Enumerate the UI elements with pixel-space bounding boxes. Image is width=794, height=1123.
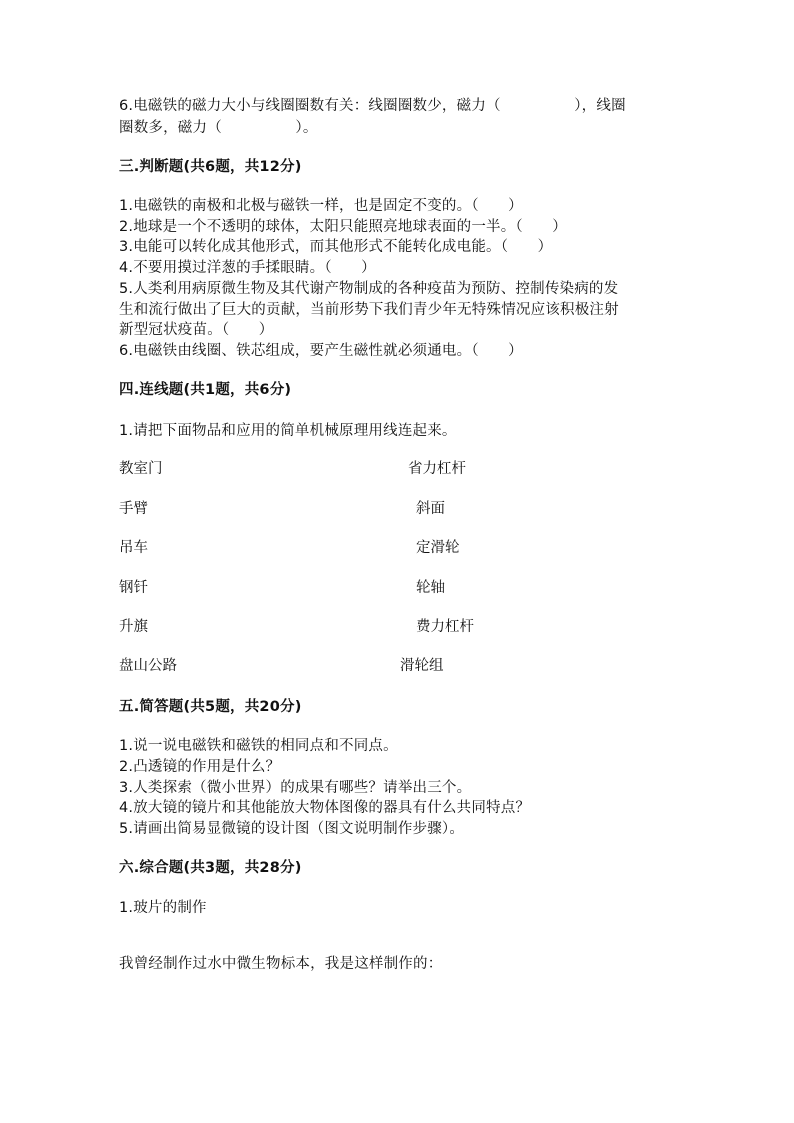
- section5-item-2: 2.凸透镜的作用是什么？: [119, 759, 281, 775]
- section3-item-1: 1.电磁铁的南极和北极与磁铁一样，也是固定不变的。（ ）: [119, 198, 523, 214]
- match-right-4: 轮轴: [416, 580, 445, 596]
- match-left-3: 吊车: [119, 540, 148, 556]
- match-left-6: 盘山公路: [119, 658, 177, 674]
- match-right-6: 滑轮组: [400, 658, 444, 674]
- match-right-2: 斜面: [416, 501, 445, 517]
- match-left-5: 升旗: [119, 619, 148, 635]
- match-left-2: 手臂: [119, 501, 148, 517]
- section6-title: 六.综合题(共3题，共28分): [119, 860, 302, 876]
- section3-item-6: 6.电磁铁由线圈、铁芯组成，要产生磁性就必须通电。（ ）: [119, 343, 523, 359]
- section6-question: 1.玻片的制作: [119, 900, 207, 916]
- match-right-5: 费力杠杆: [416, 619, 474, 635]
- match-left-4: 钢钎: [119, 580, 148, 596]
- section3-item-4: 4.不要用摸过洋葱的手揉眼睛。（ ）: [119, 260, 376, 276]
- section3-item-3: 3.电能可以转化成其他形式，而其他形式不能转化成电能。（ ）: [119, 239, 553, 255]
- section6-text: 我曾经制作过水中微生物标本，我是这样制作的：: [119, 956, 443, 972]
- section3-item-5b: 生和流行做出了巨大的贡献，当前形势下我们青少年无特殊情况应该积极注射: [119, 302, 619, 318]
- section5-item-1: 1.说一说电磁铁和磁铁的相同点和不同点。: [119, 738, 398, 754]
- section5-item-4: 4.放大镜的镜片和其他能放大物体图像的器具有什么共同特点？: [119, 800, 531, 816]
- section4-title: 四.连线题(共1题，共6分): [119, 382, 292, 398]
- section3-item-5a: 5.人类利用病原微生物及其代谢产物制成的各种疫苗为预防、控制传染病的发: [119, 281, 619, 297]
- section4-question: 1.请把下面物品和应用的简单机械原理用线连起来。: [119, 423, 457, 439]
- section3-title: 三.判断题(共6题，共12分): [119, 159, 302, 175]
- q6-fill-line1: 6.电磁铁的磁力大小与线圈圈数有关：线圈圈数少，磁力（ ），线圈: [119, 98, 626, 114]
- section5-item-3: 3.人类探索（微小世界）的成果有哪些？请举出三个。: [119, 780, 472, 796]
- match-right-1: 省力杠杆: [408, 461, 466, 477]
- match-right-3: 定滑轮: [416, 540, 460, 556]
- section3-item-2: 2.地球是一个不透明的球体，太阳只能照亮地球表面的一半。（ ）: [119, 219, 567, 235]
- q6-fill-line2: 圈数多，磁力（ ）。: [119, 120, 318, 136]
- match-left-1: 教室门: [119, 461, 163, 477]
- section3-item-5c: 新型冠状疫苗。（ ）: [119, 322, 274, 338]
- section5-item-5: 5.请画出简易显微镜的设计图（图文说明制作步骤）。: [119, 821, 465, 837]
- section5-title: 五.简答题(共5题，共20分): [119, 699, 302, 715]
